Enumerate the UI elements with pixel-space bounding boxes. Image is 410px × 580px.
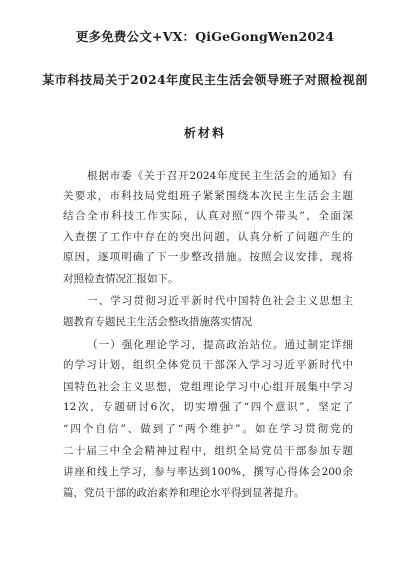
body-text-line: 12次，专题研讨6次，切实增强了“四个意识”，坚定了 bbox=[63, 401, 353, 413]
body-text-line: 对照检查情况汇报如下。 bbox=[63, 273, 179, 285]
section-heading-line: 一、学习贯彻习近平新时代中国特色社会主义思想主 bbox=[87, 295, 353, 307]
body-text-line: 二十届三中全会精神过程中，组织全局党员干部参加专题 bbox=[63, 445, 353, 457]
section-heading-line: 题教育专题民主生活会整改措施落实情况 bbox=[63, 316, 252, 328]
promo-header: 更多免费公文+VX：QiGeGongWen2024 bbox=[75, 29, 335, 44]
body-text-line: 原因，逐项明确了下一步整改措施。按照会议安排，现将 bbox=[63, 251, 353, 263]
body-text-line: （一）强化理论学习，提高政治站位。通过制定详细 bbox=[87, 339, 353, 351]
body-text-line: 根据市委《关于召开2024年度民主生活会的通知》有 bbox=[87, 170, 353, 182]
document-title-line-2: 析材料 bbox=[183, 126, 226, 140]
body-text-line: “四个自信”、做到了“两个维护”。如在学习贯彻党的 bbox=[63, 423, 353, 435]
body-text-line: 结合全市科技工作实际，认真对照“四个带头”，全面深 bbox=[63, 210, 353, 222]
body-text-line: 关要求，市科技局党组班子紧紧围绕本次民主生活会主题 bbox=[63, 190, 353, 202]
document-title-line-1: 某市科技局关于2024年度民主生活会领导班子对照检视剖 bbox=[42, 73, 368, 87]
body-text-line: 国特色社会主义思想，党组理论学习中心组开展集中学习 bbox=[63, 381, 353, 393]
body-text-line: 入查摆了工作中存在的突出问题，认真分析了问题产生的 bbox=[63, 231, 353, 243]
body-text-line: 的学习计划，组织全体党员干部深入学习习近平新时代中 bbox=[63, 359, 353, 371]
body-text-line: 篇，党员干部的政治素养和理论水平得到显著提升。 bbox=[63, 487, 305, 499]
body-text-line: 讲座和线上学习，参与率达到100%，撰写心得体会200余 bbox=[63, 466, 353, 478]
